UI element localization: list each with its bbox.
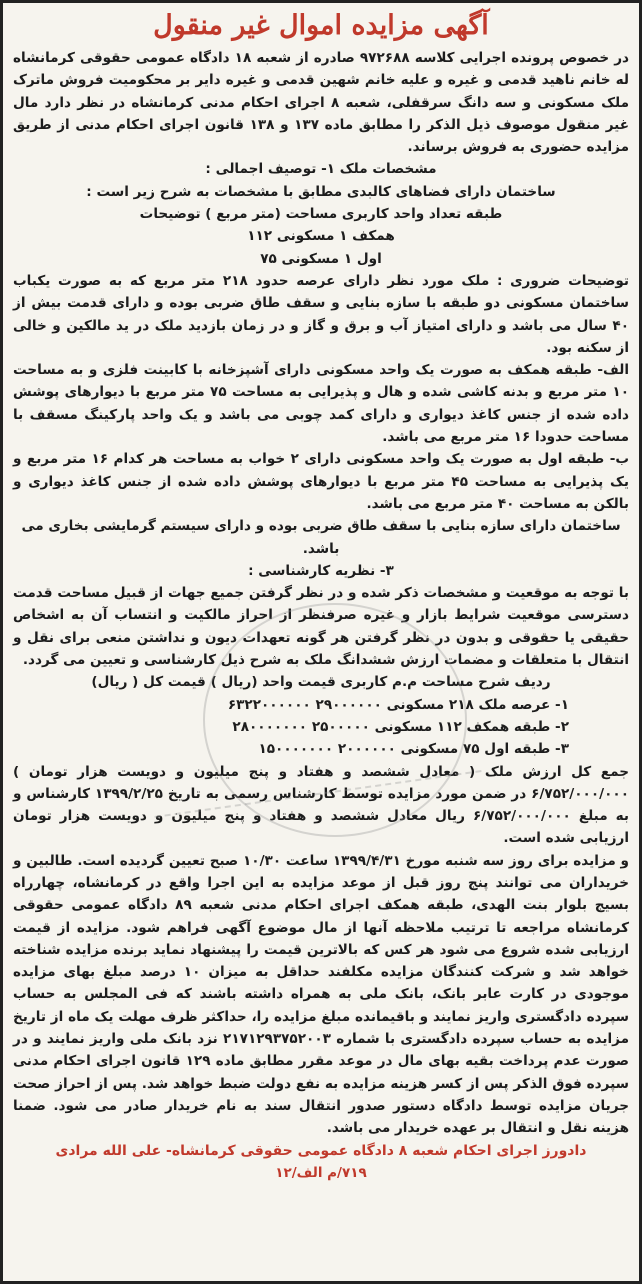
signature: دادورز اجرای احکام شعبه ۸ دادگاه عمومی حقوقی کرمانشاه- علی الله مرادی [55, 1142, 587, 1159]
total-value: جمع کل ارزش ملک ( معادل ششصد و هفتاد و پنج میلیون و دویست هزار تومان ) ۶/۷۵۲/۰۰۰/۰۰۰ در ضمن مورد مزایده توسط کارشناس رسمی به تاریخ ۱۳۹۹/۲/۲۵ کارشناس و به مبلغ ۶/۷۵۲/۰۰۰/۰۰۰ ریال معادل ششصد و هفتاد و پنج میلیون و دویست هزار تومان ارزیابی شده است. [13, 763, 630, 847]
valuation-row: ۲- طبقه همکف ۱۱۲ مسکونی ۲۵۰۰۰۰۰ ۲۸۰۰۰۰۰۰۰ [232, 718, 569, 735]
structure-line: ساختمان دارای سازه بنایی با سقف طاق ضربی بوده و دارای سیستم گرمایشی بخاری می باشد. [21, 518, 621, 557]
item-be: ب- طبقه اول به صورت یک واحد مسکونی دارای ۲ خواب به مساحت هر کدام ۱۶ متر مربع و یک پذیرایی به مساحت ۴۵ متر مربع با دیوارهای پوشش داده شده از جنس کاغذ دیواری و بالکن به مساحت ۴۰ متر مربع می باشد. [13, 451, 629, 512]
item-alef: الف- طبقه همکف به صورت یک واحد مسکونی دارای آشپزخانه با کابینت فلزی و به مساحت ۱۰ متر مربع و بدنه کاشی شده و هال و پذیرایی به مساحت ۷۵ متر مربع با دیوارهای پوشش داده شده از جنس کاغذ دیواری و دارای کمد چوبی می باشد و یک واحد پارکینگ مسقف با مساحت حدودا ۱۶ متر مربع می باشد. [13, 362, 629, 446]
notice-title: آگهی مزایده اموال غیر منقول [153, 10, 489, 41]
floor-first-row: اول ۱ مسکونی ۷۵ [260, 250, 382, 267]
necessary-notes: توضیحات ضروری : ملک مورد نظر دارای عرصه حدود ۲۱۸ متر مربع که به صورت یکباب ساختمان مسکونی دو طبقه با سازه بنایی و سقف طاق ضربی بوده و دارای قدمت بیش از ۴۰ سال می باشد و دارای امتیاز آب و برق و گاز و در زمان بازدید ملک در ید مالکین و خالی از سکنه بود. [13, 272, 629, 356]
valuation-row: ۱- عرصه ملک ۲۱۸ مسکونی ۲۹۰۰۰۰۰۰ ۶۳۲۲۰۰۰۰۰۰ [227, 696, 569, 713]
valuation-row: ۳- طبقه اول ۷۵ مسکونی ۲۰۰۰۰۰۰ ۱۵۰۰۰۰۰۰۰ [258, 741, 569, 758]
auction-terms: و مزایده برای روز سه شنبه مورخ ۱۳۹۹/۴/۳۱ ساعت ۱۰/۳۰ صبح تعیین گردیده است. طالبین و خریداران می توانند پنج روز قبل از موعد مزایده به این اجرا واقع در کرمانشاه، چهارراه بسیج بلوار بنت الهدی، طبقه همکف اجرای احکام مدنی شعبه ۸۹ دادگاه عمومی حقوقی کرمانشاه مراجعه تا ترتیب ملاحظه آنها از مال موضوع آگهی فراهم شود. مزایده از قیمت ارزیابی شده شروع می شود هر کس که بالاترین قیمت را پیشنهاد نماید برنده مزایده شناخته خواهد شد و شرکت کنندگان مزایده مکلفند حداقل به میزان ۱۰ درصد مبلغ بهای مزایده موجودی در کارت عابر بانک، بانک ملی به همراه داشته باشند که فی المجلس به حساب سپرده دادگستری واریز نمایند و باقیمانده مبلغ مزایده را، حداکثر ظرف مهلت یک ماه از تاریخ مزایده به حساب سپرده دادگستری با شماره ۲۱۷۱۲۹۳۷۵۲۰۰۳ نزد بانک ملی واریز نمایند و در صورت عدم پرداخت بقیه بهای مال در موعد مقرر مطابق ماده ۱۲۹ قانون اجرای احکام مدنی سپرده فوق الذکر پس از کسر هزینه مزایده به نفع دولت ضبط خواهد شد. پس از احراز صحت جریان مزایده توسط دادگاه دستور صدور انتقال سند به نام خریدار صادر می شود. ضمنا هزینه نقل و انتقال بر عهده خریدار می باشد. [13, 852, 629, 1137]
valuation-header: ردیف شرح مساحت م.م کاربری قیمت واحد (ریال ) قیمت کل ( ریال) [91, 674, 551, 691]
floor-ground-row: همکف ۱ مسکونی ۱۱۲ [247, 228, 395, 245]
building-line: ساختمان دارای فضاهای کالبدی مطابق با مشخصات به شرح زیر است : [86, 183, 556, 200]
section3-heading: ۳- نظریه کارشناسی : [248, 562, 394, 579]
section1-heading: مشخصات ملک ۱- توصیف اجمالی : [205, 161, 437, 178]
expert-opinion: با توجه به موقعیت و مشخصات ذکر شده و در نظر گرفتن جمیع جهات از قبیل مساحت قدمت دسترسی موقعیت شرایط بازار و غیره صرفنظر از احراز مالکیت و انتساب آن به اشخاص حقیقی یا حقوقی و بدون در نظر گرفتن هر گونه تعهدات دیون و نداشتن منعی برای نقل و انتقال با متعلقات و مضمات ارزش ششدانگ ملک به شرح ذیل کارشناسی و تعیین می گردد. [13, 585, 629, 669]
notice-code: ۷۱۹/م الف/۱۲ [275, 1164, 367, 1181]
floor-table-header: طبقه تعداد واحد کاربری مساحت (متر مربع ) توضیحات [139, 206, 503, 223]
intro-paragraph: در خصوص پرونده اجرایی کلاسه ۹۷۲۶۸۸ صادره از شعبه ۱۸ دادگاه عمومی حقوقی کرمانشاه له خانم ناهید قدمی و غیره و علیه خانم شهین قدمی و غیره دایر بر محکومیت فروش ماترک ملک مسکونی و سه دانگ سرقفلی، شعبه ۸ اجرای احکام مدنی کرمانشاه در نظر دارد مال غیر منقول موصوف ذیل الذکر را مطابق ماده ۱۳۷ و ۱۳۸ قانون اجرای احکام مدنی از طریق مزایده حضوری به فروش برساند. [13, 50, 629, 156]
